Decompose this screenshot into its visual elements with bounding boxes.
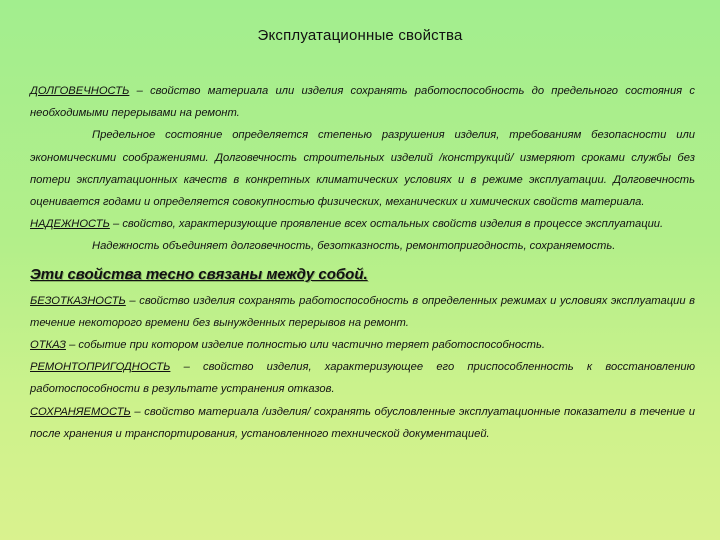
limit-state-paragraph: Предельное состояние определяется степенью разрушения изделия, требованиям безопасности или экономическими соображениями. Долговечность строительных изделий /конструкций/ измеряют сроками службы без потери эксплуатационных качеств в конкретных климатических условиях и в режиме эксплуатации. Долговечность оценивается годами и определяется совокупностью физических, механических и химических свойств материала. bbox=[30, 129, 695, 209]
failure-free-text: – свойство изделия сохранять работоспособность в определенных режимах и условиях эксплуатации в течение некоторого времени без вынужденных перерывов на ремонт. bbox=[30, 294, 695, 329]
durability-text: – свойство материала или изделия сохранять работоспособность до предельного состояния с необходимыми перерывами на ремонт. bbox=[30, 85, 695, 120]
storability-term: СОХРАНЯЕМОСТЬ bbox=[30, 405, 131, 418]
reliability-combines: Надежность объединяет долговечность, безотказность, ремонтопригодность, сохраняемость. bbox=[92, 240, 616, 253]
failure-free-term: БЕЗОТКАЗНОСТЬ bbox=[30, 294, 126, 307]
slide-body bbox=[30, 80, 695, 445]
reliability-definition bbox=[30, 213, 695, 235]
durability-definition bbox=[30, 80, 695, 124]
maintainability-definition bbox=[30, 356, 695, 400]
maintainability-text: – свойство изделия, характеризующее его приспособленность к восстановлению работоспособности в результате устранения отказов. bbox=[30, 361, 695, 396]
failure-free-definition bbox=[30, 290, 695, 334]
reliability-text: – свойство, характеризующие проявление всех остальных свойств изделия в процессе эксплуатации. bbox=[109, 218, 664, 231]
page-title: Эксплуатационные свойства bbox=[257, 27, 463, 44]
storability-text: – свойство материала /изделия/ сохранять обусловленные эксплуатационные показатели в течение и после хранения и транспортирования, установленного технической документацией. bbox=[30, 405, 695, 440]
related-heading: Эти свойства тесно связаны между собой. bbox=[30, 265, 368, 283]
durability-term: ДОЛГОВЕЧНОСТЬ bbox=[30, 85, 130, 97]
failure-text: – событие при котором изделие полностью или частично теряет работоспособность. bbox=[65, 339, 545, 352]
failure-definition bbox=[30, 334, 695, 356]
failure-term: ОТКАЗ bbox=[30, 339, 66, 352]
storability-definition bbox=[30, 401, 695, 445]
reliability-term: НАДЕЖНОСТЬ bbox=[30, 218, 110, 231]
maintainability-term: РЕМОНТОПРИГОДНОСТЬ bbox=[30, 361, 171, 374]
